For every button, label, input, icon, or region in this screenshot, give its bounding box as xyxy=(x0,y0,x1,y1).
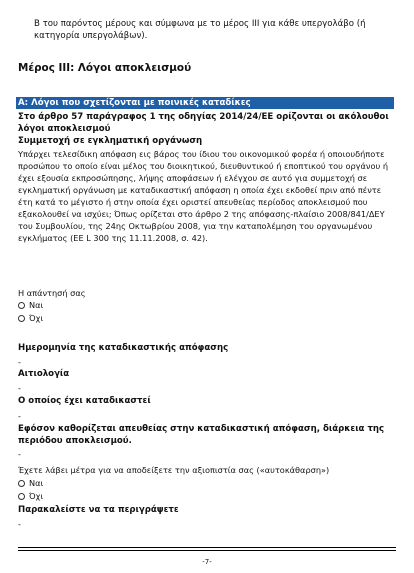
ground-description: Υπάρχει τελεσίδικη απόφαση εις βάρος του ίδιου του οικονομικού φορέα ή οποιουδήποτε προσώπου το οποίο είναι μέλος του διοικητικού, διευθυντικού ή εποπτικού του οργάνου ή έχει εξουσία εκπροσώπησης, λήψης αποφάσεων ή ελέγχου σε αυτό για συμμετοχή σε εγκληματική οργάνωση με καταδικαστική απόφαση η οποία έχει εκδοθεί πριν από πέντε έτη κατά το μέγιστο ή στην οποία έχει οριστεί απευθείας περίοδος αποκλεισμού που εξακολουθεί να ισχύει; Όπως ορίζεται στο άρθρο 2 της απόφασης-πλαίσιο 2008/841/ΔΕΥ του Συμβουλίου, της 24ης Οκτωβρίου 2008, για την καταπολέμηση του οργανωμένου εγκλήματος (ΕΕ L 300 της 11.11.2008, σ. 42). xyxy=(18,149,389,243)
conviction-date-value: - xyxy=(18,357,21,367)
radio-yes-label: Ναι xyxy=(29,300,44,310)
radio-icon[interactable] xyxy=(18,480,25,487)
exclusion-period-label: Εφόσον καθορίζεται απευθείας στην καταδικαστική απόφαση, διάρκεια της περιόδου αποκλεισμού. xyxy=(18,424,385,446)
self-cleaning-yes[interactable] xyxy=(18,477,43,489)
self-cleaning-no-label: Όχι xyxy=(29,491,44,501)
describe-value: - xyxy=(18,519,21,529)
self-cleaning-question: Έχετε λάβει μέτρα για να αποδείξετε την αξιοπιστία σας («αυτοκάθαρση») xyxy=(18,465,330,475)
radio-icon[interactable] xyxy=(18,493,25,500)
describe-label: Παρακαλείστε να τα περιγράψετε xyxy=(18,505,179,515)
footer-rule xyxy=(18,547,396,548)
section-title: Μέρος ΙΙΙ: Λόγοι αποκλεισμού xyxy=(18,62,192,74)
reason-value: - xyxy=(18,383,21,393)
radio-option-no[interactable] xyxy=(18,312,43,324)
convicted-person-value: - xyxy=(18,411,21,421)
radio-no-label: Όχι xyxy=(29,313,44,323)
self-cleaning-no[interactable] xyxy=(18,490,43,502)
exclusion-period-value: - xyxy=(18,449,21,459)
convicted-person-label: Ο οποίος έχει καταδικαστεί xyxy=(18,396,151,406)
answer-label: Η απάντησή σας xyxy=(18,288,86,298)
footer-rule xyxy=(18,550,396,551)
legal-basis-heading: Στο άρθρο 57 παράγραφος 1 της οδηγίας 2014/24/ΕΕ ορίζονται οι ακόλουθοι λόγοι αποκλεισμού xyxy=(18,112,389,134)
conviction-date-label: Ημερομηνία της καταδικαστικής απόφασης xyxy=(18,343,229,353)
radio-icon[interactable] xyxy=(18,302,25,309)
section-band-header: Α: Λόγοι που σχετίζονται με ποινικές καταδίκες xyxy=(16,97,394,109)
reason-label: Αιτιολογία xyxy=(18,369,70,379)
self-cleaning-yes-label: Ναι xyxy=(29,478,44,488)
page-number: -7- xyxy=(202,558,212,566)
ground-title: Συμμετοχή σε εγκληματική οργάνωση xyxy=(18,136,203,146)
radio-icon[interactable] xyxy=(18,315,25,322)
intro-paragraph: Β του παρόντος μέρους και σύμφωνα με το μέρος ΙΙΙ για κάθε υπεργολάβο (ή κατηγορία υπεργολάβων). xyxy=(34,19,366,41)
radio-option-yes[interactable] xyxy=(18,299,43,311)
